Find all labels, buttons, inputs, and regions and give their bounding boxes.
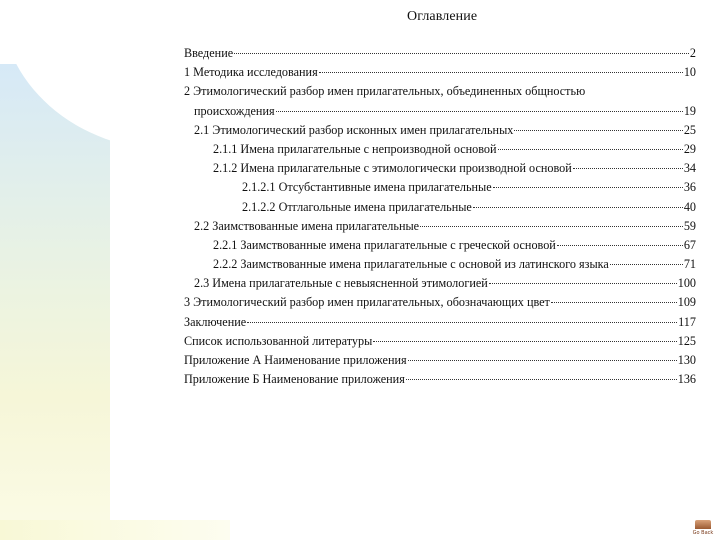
decorative-bottom-band bbox=[0, 520, 230, 540]
toc-entry-page: 2 bbox=[689, 46, 696, 60]
toc-leader-dots bbox=[489, 283, 677, 284]
go-back-label: Go Back bbox=[692, 530, 714, 536]
toc-entry-page: 59 bbox=[683, 218, 696, 233]
go-back-button[interactable] bbox=[690, 520, 716, 538]
toc-entry-label: 2.1.2.1 Отсубстантивные имена прилагательные bbox=[242, 180, 492, 195]
toc-entry-page: 136 bbox=[677, 372, 696, 387]
toc-entry-label: происхождения bbox=[194, 103, 275, 118]
toc-entry-page: 19 bbox=[683, 103, 696, 118]
toc-entry-page: 125 bbox=[677, 333, 696, 348]
toc-entry-label: 3 Этимологический разбор имен прилагательных, обозначающих цвет bbox=[184, 295, 550, 310]
toc-leader-dots bbox=[319, 72, 683, 73]
toc-entry-page: 29 bbox=[683, 141, 696, 156]
toc-leader-dots bbox=[557, 245, 683, 246]
toc-entry[interactable] bbox=[184, 178, 696, 197]
toc-entry-page: 10 bbox=[683, 65, 696, 80]
toc-entry-page: 40 bbox=[683, 199, 696, 214]
toc-leader-dots bbox=[406, 379, 677, 380]
toc-entry[interactable] bbox=[184, 44, 696, 63]
toc-entry-label: Приложение Б Наименование приложения bbox=[184, 372, 405, 387]
toc-entry[interactable] bbox=[184, 159, 696, 178]
toc-entry[interactable] bbox=[184, 313, 696, 332]
toc-entry-label: 2.1.1 Имена прилагательные с непроизводной основой bbox=[213, 141, 497, 156]
toc-leader-dots bbox=[373, 341, 676, 342]
toc-entry[interactable] bbox=[184, 102, 696, 121]
toc-entry-label: 2.2.2 Заимствованные имена прилагательные с основой из латинского языка bbox=[213, 257, 609, 272]
decorative-side-gradient bbox=[0, 64, 110, 540]
toc-entry[interactable] bbox=[184, 255, 696, 274]
toc-entry[interactable] bbox=[184, 217, 696, 236]
toc-entry[interactable] bbox=[184, 198, 696, 217]
table-of-contents bbox=[184, 44, 696, 389]
toc-entry[interactable] bbox=[184, 274, 696, 293]
toc-leader-dots bbox=[408, 360, 677, 361]
toc-leader-dots bbox=[551, 302, 677, 303]
toc-leader-dots bbox=[514, 130, 682, 131]
toc-leader-dots bbox=[493, 187, 683, 188]
toc-entry-label: Заключение bbox=[184, 314, 247, 329]
toc-entry-page: 71 bbox=[683, 257, 696, 272]
toc-entry[interactable] bbox=[184, 140, 696, 159]
toc-entry-page: 117 bbox=[678, 314, 696, 329]
toc-entry-label: 2.1.2 Имена прилагательные с этимологически производной основой bbox=[213, 161, 572, 176]
toc-entry-label: 2 Этимологический разбор имен прилагательных, объединенных общностью bbox=[184, 84, 586, 99]
toc-entry-label: 2.2 Заимствованные имена прилагательные bbox=[194, 218, 420, 233]
toc-entry-page: 25 bbox=[683, 122, 696, 137]
toc-entry-label: 2.2.1 Заимствованные имена прилагательные с греческой основой bbox=[213, 237, 556, 252]
toc-leader-dots bbox=[276, 111, 683, 112]
toc-entry-page: 36 bbox=[683, 180, 696, 195]
toc-leader-dots bbox=[234, 53, 689, 54]
toc-entry-label: 2.1 Этимологический разбор исконных имен прилагательных bbox=[194, 122, 514, 137]
toc-entry[interactable] bbox=[184, 236, 696, 255]
go-back-icon bbox=[695, 520, 711, 529]
toc-entry-page: 109 bbox=[677, 295, 696, 310]
toc-entry-label: Введение bbox=[184, 46, 234, 60]
toc-leader-dots bbox=[420, 226, 683, 227]
toc-entry[interactable] bbox=[184, 82, 696, 101]
toc-leader-dots bbox=[498, 149, 683, 150]
toc-entry[interactable] bbox=[184, 63, 696, 82]
page-title: Оглавление bbox=[407, 9, 478, 24]
toc-entry-label: 2.1.2.2 Отглагольные имена прилагательные bbox=[242, 199, 472, 214]
toc-entry-label: Приложение А Наименование приложения bbox=[184, 353, 407, 367]
toc-entry-page: 34 bbox=[683, 161, 696, 176]
toc-leader-dots bbox=[473, 207, 683, 208]
toc-entry-page: 67 bbox=[683, 237, 696, 252]
toc-entry-label: 1 Методика исследования bbox=[184, 65, 318, 80]
toc-leader-dots bbox=[573, 168, 683, 169]
toc-entry-page: 130 bbox=[677, 353, 696, 367]
toc-entry[interactable] bbox=[184, 293, 696, 312]
toc-entry[interactable] bbox=[184, 332, 696, 351]
toc-entry[interactable] bbox=[184, 370, 696, 389]
toc-leader-dots bbox=[610, 264, 683, 265]
toc-entry-label: Список использованной литературы bbox=[184, 333, 373, 348]
toc-entry-page: 100 bbox=[677, 276, 696, 291]
toc-entry-label: 2.3 Имена прилагательные с невыясненной этимологией bbox=[194, 276, 488, 291]
toc-leader-dots bbox=[247, 322, 677, 323]
toc-entry[interactable] bbox=[184, 351, 696, 370]
toc-entry[interactable] bbox=[184, 121, 696, 140]
